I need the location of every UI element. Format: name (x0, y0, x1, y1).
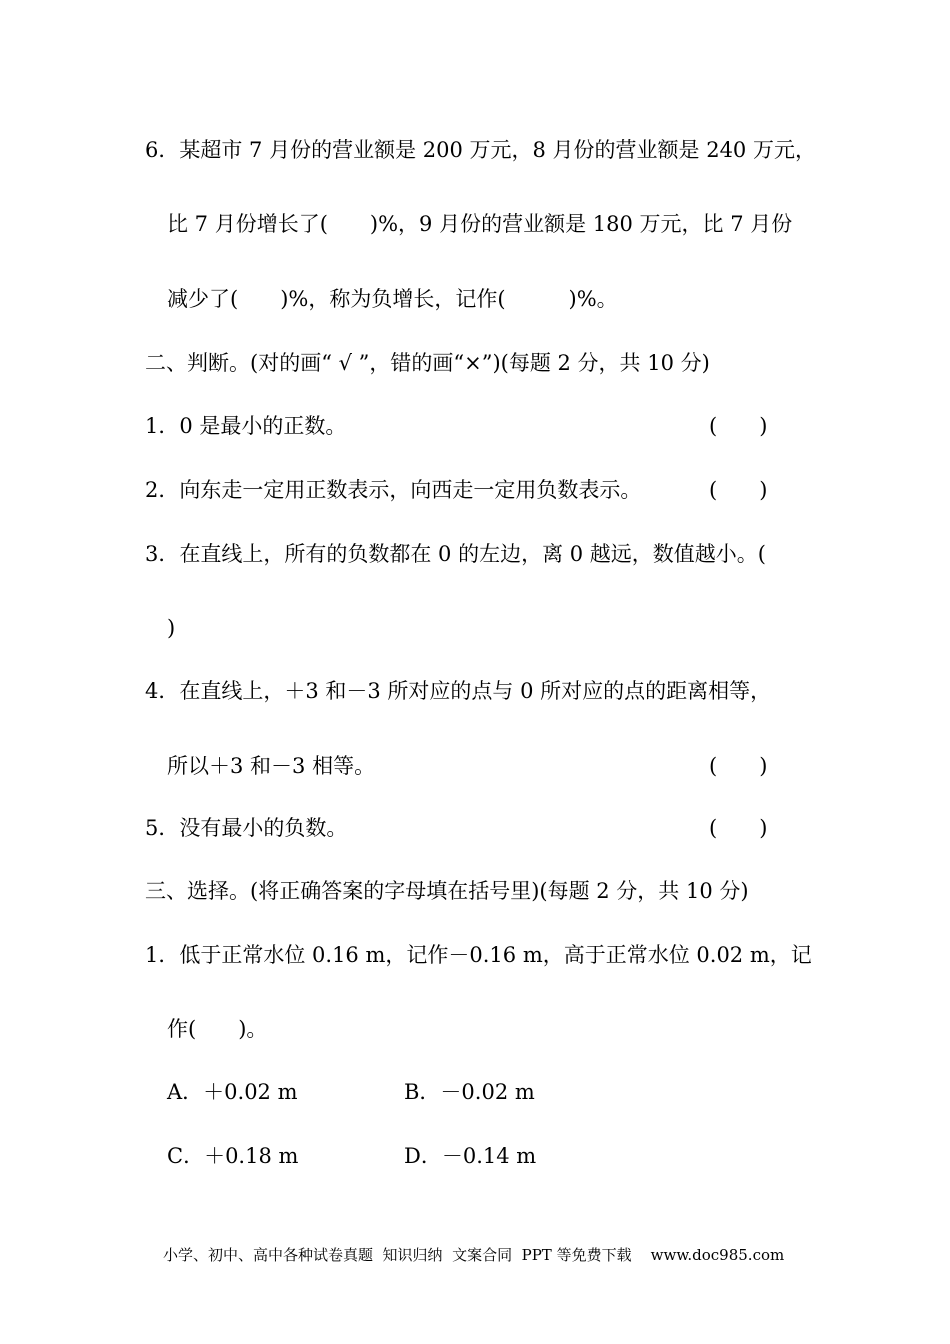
choice-q1-line-1: 1．低于正常水位 0.16 m，记作－0.16 m，高于正常水位 0.02 m，记 (145, 943, 812, 967)
judge-item-1: 1．0 是最小的正数。 (145, 414, 347, 438)
judge-item-4: 4．在直线上，＋3 和－3 所对应的点与 0 所对应的点的距离相等， (145, 679, 772, 703)
judge-item-3-cont: ) (167, 616, 176, 640)
option-b: B．－0.02 m (404, 1080, 535, 1104)
page-footer: 小学、初中、高中各种试卷真题 知识归纳 文案合同 PPT 等免费下载 www.doc985.com (163, 1246, 785, 1264)
q6-line-2: 比 7 月份增长了( )%，9 月份的营业额是 180 万元，比 7 月份 (167, 212, 793, 236)
answer-blank-4: ( ) (709, 754, 768, 778)
section-3-heading: 三、选择。(将正确答案的字母填在括号里)(每题 2 分，共 10 分) (145, 879, 749, 903)
judge-item-4-cont: 所以＋3 和－3 相等。 (167, 754, 376, 778)
judge-item-5: 5．没有最小的负数。 (145, 816, 348, 840)
q6-line-3: 减少了( )%，称为负增长，记作( )%。 (167, 287, 618, 311)
option-d: D．－0.14 m (404, 1144, 537, 1168)
judge-item-2: 2．向东走一定用正数表示，向西走一定用负数表示。 (145, 478, 642, 502)
answer-blank-5: ( ) (709, 816, 768, 840)
choice-q1-line-2: 作( )。 (167, 1017, 268, 1041)
option-c: C．＋0.18 m (167, 1144, 299, 1168)
answer-blank-2: ( ) (709, 478, 768, 502)
answer-blank-1: ( ) (709, 414, 768, 438)
section-2-heading: 二、判断。(对的画“ √ ”，错的画“×”)(每题 2 分，共 10 分) (145, 351, 710, 375)
q6-line-1: 6．某超市 7 月份的营业额是 200 万元，8 月份的营业额是 240 万元， (145, 138, 816, 162)
judge-item-3: 3．在直线上，所有的负数都在 0 的左边，离 0 越远，数值越小。( (145, 542, 766, 566)
option-a: A．＋0.02 m (167, 1080, 298, 1104)
